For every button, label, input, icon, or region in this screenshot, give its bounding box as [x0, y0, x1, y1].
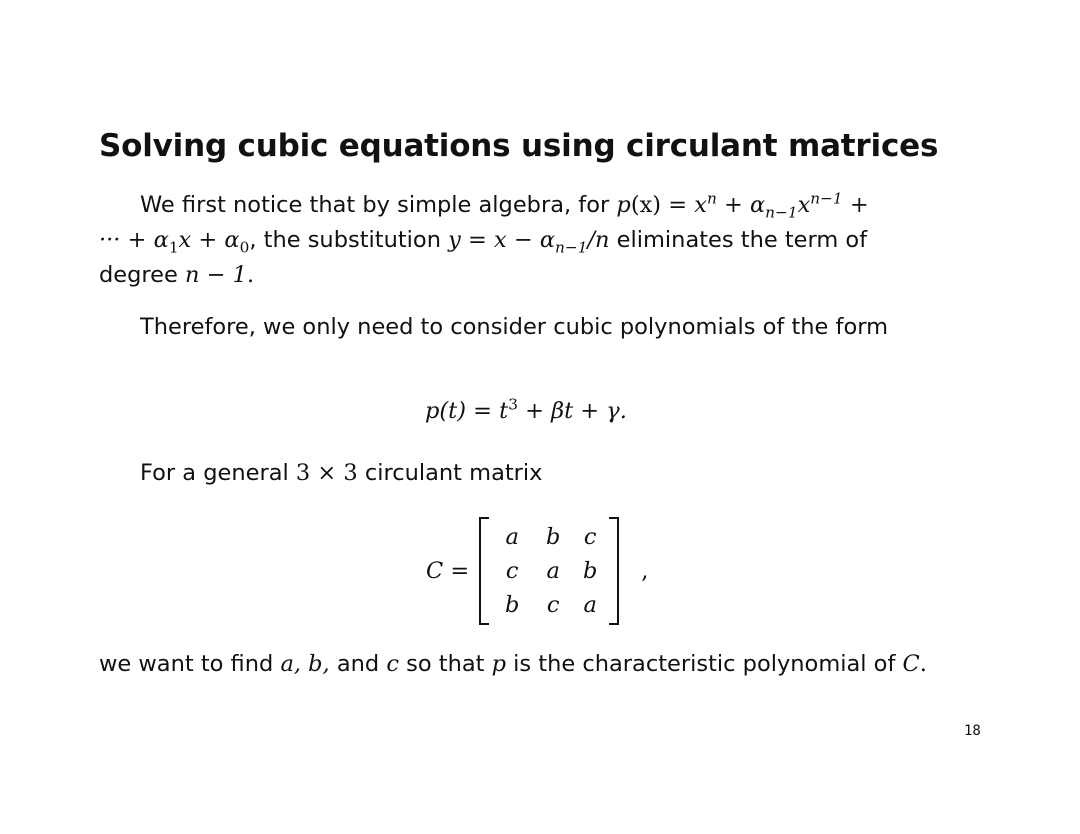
text: , the substitution — [249, 227, 449, 253]
matrix-cell: c — [546, 592, 560, 618]
text: circulant matrix — [357, 460, 543, 486]
paragraph-1-line-3 — [99, 264, 254, 287]
matrix-cell: a — [583, 592, 597, 618]
text: is the characteristic polynomial of — [506, 651, 903, 677]
math-size: 3 × 3 — [295, 460, 358, 486]
math-degree: n − 1 — [185, 262, 247, 288]
math-exp: 3 — [508, 395, 518, 414]
matrix-comma: , — [641, 558, 649, 584]
paragraph-2: Therefore, we only need to consider cubic polynomials of the form — [140, 314, 888, 340]
period: . — [919, 651, 927, 677]
math-dots: ··· + α — [99, 227, 169, 253]
matrix-grid — [489, 520, 609, 622]
matrix-equation — [426, 517, 648, 625]
right-bracket — [609, 517, 619, 625]
paragraph-3 — [140, 462, 543, 485]
math-C: C — [902, 651, 920, 677]
text: eliminates the term of — [609, 227, 868, 253]
period: . — [246, 262, 255, 288]
math-x: x — [797, 192, 811, 218]
text: we want to find — [99, 651, 281, 677]
math-exp: n−1 — [810, 189, 843, 208]
math-ab: a, b, — [280, 651, 330, 677]
math-exp-n: n — [706, 189, 717, 208]
text: degree — [99, 262, 186, 288]
math-substitution: y = x − α — [448, 227, 556, 253]
math-div-n: /n — [587, 227, 610, 253]
matrix-cell: a — [546, 558, 560, 584]
matrix-cell: b — [583, 558, 598, 584]
math-alpha: + α — [716, 192, 766, 218]
matrix-cell: c — [505, 558, 519, 584]
math-c: c — [386, 651, 399, 677]
left-bracket — [479, 517, 489, 625]
matrix-cell: b — [505, 592, 520, 618]
page-number: 18 — [964, 723, 981, 739]
math-p: p — [491, 651, 507, 677]
math-sub: n−1 — [555, 238, 588, 257]
math-rhs: + βt + γ. — [517, 398, 627, 424]
math-sub: 1 — [168, 238, 179, 257]
matrix-cell: c — [583, 524, 597, 550]
math-x: x — [694, 192, 707, 218]
math-plus: + — [842, 192, 869, 218]
math-lhs: p(t) = t — [425, 398, 509, 424]
math-p: p — [616, 192, 631, 218]
paragraph-4 — [99, 653, 927, 676]
paragraph-1-line-1 — [140, 189, 869, 222]
matrix-cell: a — [505, 524, 519, 550]
matrix-lhs: C = — [426, 558, 470, 584]
text: We first notice that by simple algebra, for — [140, 192, 617, 218]
text: For a general — [140, 460, 296, 486]
math-x: x + α — [178, 227, 240, 253]
math-sub: 0 — [239, 238, 250, 257]
math-paren: (x) — [630, 192, 662, 218]
slide-title: Solving cubic equations using circulant matrices — [99, 128, 939, 164]
math-eq: = — [661, 192, 695, 218]
text: so that — [398, 651, 492, 677]
math-sub: n−1 — [765, 203, 798, 222]
equation-cubic — [425, 395, 627, 424]
text: and — [329, 651, 387, 677]
paragraph-1-line-2 — [99, 227, 868, 257]
matrix-cell: b — [546, 524, 561, 550]
